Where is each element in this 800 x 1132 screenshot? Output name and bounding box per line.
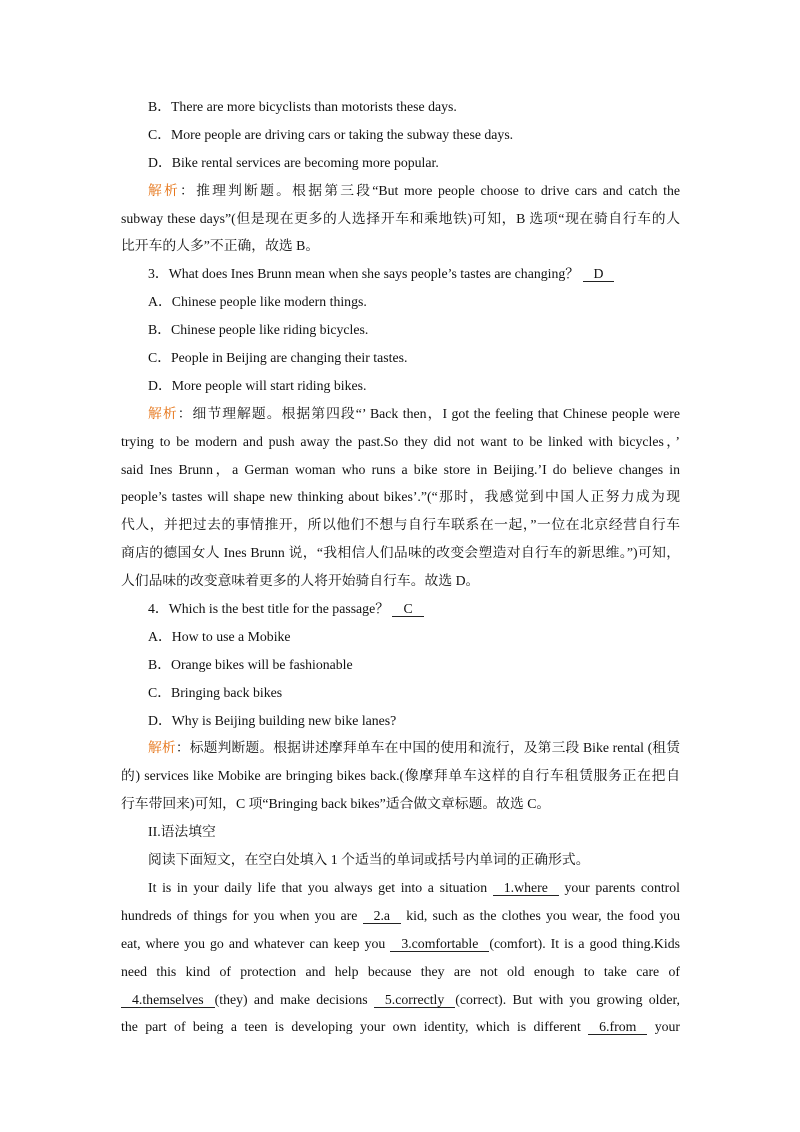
passage-text: hundreds of things for you when you are	[121, 907, 358, 923]
q3-analysis-line: 人们品味的改变意味着更多的人将开始骑自行车。故选 D。	[121, 573, 480, 589]
q2-analysis-line	[121, 177, 680, 205]
answer-blank: 6.from	[588, 1019, 647, 1035]
q4-option-c: C．Bringing back bikes	[148, 684, 283, 700]
section-instruction: 阅读下面短文，在空白处填入 1 个适当的单词或括号内单词的正确形式。	[148, 852, 590, 868]
passage-text: kid, such as the clothes you wear, the food you	[406, 907, 681, 923]
q3-option-d: D．More people will start riding bikes.	[148, 377, 367, 393]
passage-text: (correct). But with you growing older,	[455, 991, 680, 1007]
passage-text: eat, where you go and whatever can keep you	[121, 935, 386, 951]
passage-line	[121, 1013, 680, 1041]
q3-analysis-line: said Ines Brunn，a German woman who runs a bike store in Beijing.’I do believe changes in	[121, 461, 680, 477]
analysis-label: 解析	[148, 740, 176, 756]
q3-answer-blank: D	[583, 266, 615, 282]
q4-stem	[121, 595, 680, 623]
q4-option-a: A．How to use a Mobike	[148, 628, 291, 644]
passage-text: your	[654, 1019, 680, 1035]
analysis-label: 解析	[148, 182, 181, 198]
passage-line	[121, 874, 680, 902]
passage-line	[121, 902, 680, 930]
passage-text: It is in your daily life that you always get into a situation	[148, 879, 488, 895]
q3-option-a: A．Chinese people like modern things.	[148, 294, 367, 310]
q2-analysis-line: 比开车的人多”不正确，故选 B。	[121, 238, 320, 254]
passage-line	[121, 930, 680, 958]
worksheet-page	[121, 93, 680, 1041]
analysis-label: 解析	[148, 405, 178, 421]
passage-line	[121, 986, 680, 1014]
q3-stem-text: 3．What does Ines Brunn mean when she says people’s tastes are changing？	[148, 266, 580, 282]
q2-analysis-line: subway these days”(但是现在更多的人选择开车和乘地铁)可知，B 选项“现在骑自行车的人	[121, 210, 680, 226]
passage-text: the part of being a teen is developing your own identity, which is different	[121, 1019, 581, 1035]
q4-option-b: B．Orange bikes will be fashionable	[148, 656, 353, 672]
q4-stem-text: 4．Which is the best title for the passage？	[148, 601, 390, 617]
q2-option-c: C．More people are driving cars or taking the subway these days.	[148, 126, 514, 142]
analysis-text: ：标题判断题。根据讲述摩拜单车在中国的使用和流行，及第三段 Bike rental (租赁	[175, 740, 681, 756]
passage-text: (they) and make decisions	[214, 991, 368, 1007]
q4-analysis-line	[121, 734, 680, 762]
q3-analysis-line: trying to be modern and push away the past.So they did not want to be linked with bicycles，’	[121, 433, 680, 449]
answer-blank: 5.correctly	[374, 992, 455, 1008]
answer-blank: 2.a	[363, 908, 401, 924]
answer-blank: 3.comfortable	[390, 936, 489, 952]
q3-analysis-line: 代人，并把过去的事情推开，所以他们不想与自行车联系在一起，”一位在北京经营自行车	[121, 517, 680, 533]
q3-option-c: C．People in Beijing are changing their tastes.	[148, 350, 408, 366]
passage-line: need this kind of protection and help because they are not old enough to take care of	[121, 963, 680, 979]
analysis-text: ：推理判断题。根据第三段“But more people choose to drive cars and catch the	[180, 182, 680, 198]
section-heading: II.语法填空	[148, 824, 216, 840]
q3-analysis-line: people’s tastes will shape new thinking about bikes’.”(“那时，我感觉到中国人正努力成为现	[121, 489, 680, 505]
q4-answer-blank: C	[392, 601, 423, 617]
q4-analysis-line: 行车带回来)可知，C 项“Bringing back bikes”适合做文章标题。故选 C。	[121, 796, 551, 812]
q3-stem	[121, 260, 680, 288]
passage-text: your parents control	[564, 879, 680, 895]
q3-option-b: B．Chinese people like riding bicycles.	[148, 322, 369, 338]
q2-option-b: B．There are more bicyclists than motorists these days.	[148, 99, 457, 114]
q3-analysis-line: 商店的德国女人 Ines Brunn 说，“我相信人们品味的改变会塑造对自行车的新思维。”)可知，	[121, 545, 680, 561]
analysis-text: ：细节理解题。根据第四段“’ Back then，I got the feeling that Chinese people were	[177, 405, 680, 421]
answer-blank: 4.themselves	[121, 992, 215, 1008]
answer-blank: 1.where	[493, 880, 559, 896]
q4-option-d: D．Why is Beijing building new bike lanes?	[148, 712, 397, 728]
passage-text: (comfort). It is a good thing.Kids	[489, 935, 680, 951]
q3-analysis-line	[121, 400, 680, 428]
q2-option-d: D．Bike rental services are becoming more popular.	[148, 154, 439, 170]
q4-analysis-line: 的) services like Mobike are bringing bikes back.(像摩拜单车这样的自行车租赁服务正在把自	[121, 768, 680, 784]
